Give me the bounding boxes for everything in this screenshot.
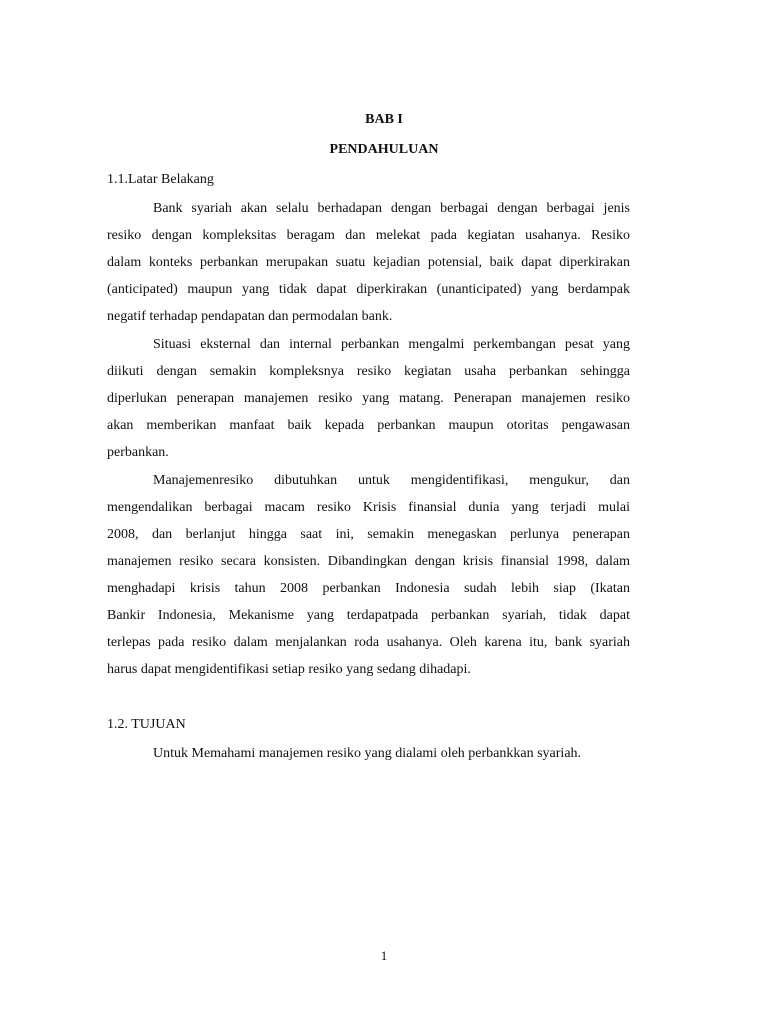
- paragraph-line: Bankir Indonesia, Mekanisme yang terdapatpada perbankan syariah, tidak dapat: [107, 608, 630, 623]
- paragraph-line: diikuti dengan semakin kompleksnya resiko kegiatan usaha perbankan sehingga: [107, 364, 630, 379]
- paragraph-line: (anticipated) maupun yang tidak dapat diperkirakan (unanticipated) yang berdampak: [107, 282, 630, 297]
- paragraph-line: dalam konteks perbankan merupakan suatu kejadian potensial, baik dapat diperkirakan: [107, 255, 630, 270]
- paragraph-line: terlepas pada resiko dalam menjalankan roda usahanya. Oleh karena itu, bank syariah: [107, 635, 630, 650]
- paragraph-line: manajemen resiko secara konsisten. Dibandingkan dengan krisis finansial 1998, dalam: [107, 554, 630, 569]
- paragraph-line: 2008, dan berlanjut hingga saat ini, semakin menegaskan perlunya penerapan: [107, 527, 630, 542]
- paragraph-line: Situasi eksternal dan internal perbankan mengalmi perkembangan pesat yang: [153, 337, 630, 352]
- paragraph-line: harus dapat mengidentifikasi setiap resiko yang sedang dihadapi.: [107, 662, 471, 677]
- section-heading-tujuan: 1.2. TUJUAN: [107, 717, 186, 732]
- paragraph-line: Manajemenresiko dibutuhkan untuk mengidentifikasi, mengukur, dan: [153, 473, 630, 488]
- paragraph-line: Untuk Memahami manajemen resiko yang dialami oleh perbankkan syariah.: [153, 746, 582, 761]
- paragraph-line: perbankan.: [107, 445, 169, 460]
- paragraph-line: akan memberikan manfaat baik kepada perbankan maupun otoritas pengawasan: [107, 418, 630, 433]
- page-number: 1: [380, 948, 388, 963]
- chapter-title: PENDAHULUAN: [329, 142, 439, 157]
- paragraph-line: diperlukan penerapan manajemen resiko yang matang. Penerapan manajemen resiko: [107, 391, 630, 406]
- section-heading-latar-belakang: 1.1.Latar Belakang: [107, 172, 214, 187]
- paragraph-line: mengendalikan berbagai macam resiko Krisis finansial dunia yang terjadi mulai: [107, 500, 630, 515]
- paragraph-line: resiko dengan kompleksitas beragam dan melekat pada kegiatan usahanya. Resiko: [107, 228, 630, 243]
- paragraph-line: negatif terhadap pendapatan dan permodalan bank.: [107, 309, 393, 324]
- paragraph-line: Bank syariah akan selalu berhadapan dengan berbagai dengan berbagai jenis: [153, 201, 630, 216]
- paragraph-line: menghadapi krisis tahun 2008 perbankan Indonesia sudah lebih siap (Ikatan: [107, 581, 630, 596]
- chapter-label: BAB I: [365, 112, 403, 127]
